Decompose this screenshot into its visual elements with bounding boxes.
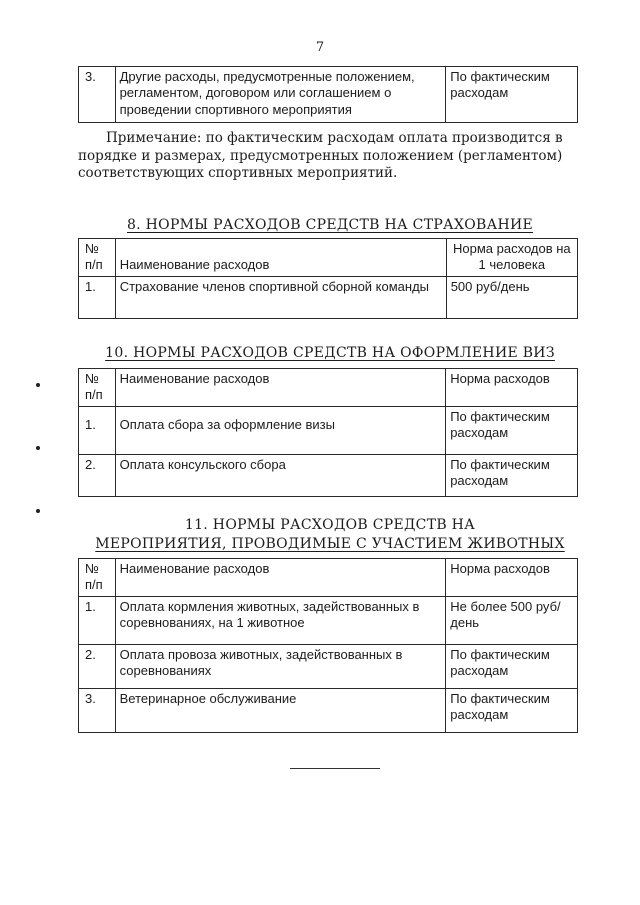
row-number: 2. xyxy=(79,644,116,688)
table-header-row xyxy=(79,559,578,597)
row-number: 1. xyxy=(79,596,116,644)
section-8-title-text: 8. НОРМЫ РАСХОДОВ СРЕДСТВ НА СТРАХОВАНИЕ xyxy=(126,217,534,233)
row-number: 2. xyxy=(79,454,116,496)
insurance-table xyxy=(78,238,578,319)
expense-name: Ветеринарное обслуживание xyxy=(115,688,446,732)
expense-norm: По фактическим расходам xyxy=(446,454,578,496)
row-number: 1. xyxy=(79,276,116,318)
scan-mark xyxy=(36,446,40,450)
note-paragraph xyxy=(78,130,578,183)
continuation-table xyxy=(78,66,578,123)
header-norm: Норма расходов на 1 человека xyxy=(446,239,577,277)
animals-table xyxy=(78,558,578,733)
scan-mark xyxy=(36,383,40,387)
expense-norm: Не более 500 руб/день xyxy=(446,596,578,644)
closing-rule xyxy=(290,768,380,769)
expense-norm: По фактическим расходам xyxy=(446,67,578,123)
note-text: Примечание: по фактическим расходам оплата производится в порядке и размерах, предусмотренных положением (регламентом) соответствующих спортивных мероприятий. xyxy=(78,130,563,182)
header-norm: Норма расходов xyxy=(446,559,578,597)
expense-name: Оплата сбора за оформление визы xyxy=(115,406,446,454)
section-11-title-line2: МЕРОПРИЯТИЯ, ПРОВОДИМЫЕ С УЧАСТИЕМ ЖИВОТНЫХ xyxy=(95,535,565,552)
expense-name: Страхование членов спортивной сборной команды xyxy=(115,276,446,318)
table-row xyxy=(79,454,578,496)
header-name: Наименование расходов xyxy=(115,559,446,597)
table-header-row xyxy=(79,369,578,407)
section-11-title-line1: 11. НОРМЫ РАСХОДОВ СРЕДСТВ НА xyxy=(184,517,476,533)
expense-norm: По фактическим расходам xyxy=(446,688,578,732)
header-name: Наименование расходов xyxy=(115,239,446,277)
expense-name: Оплата консульского сбора xyxy=(115,454,446,496)
row-number: 3. xyxy=(79,67,116,123)
table-header-row xyxy=(79,239,578,277)
row-number: 3. xyxy=(79,688,116,732)
expense-name: Оплата провоза животных, задействованных в соревнованиях xyxy=(115,644,446,688)
expense-norm: По фактическим расходам xyxy=(446,644,578,688)
expense-norm: 500 руб/день xyxy=(446,276,577,318)
table-row xyxy=(79,688,578,732)
table-row xyxy=(79,596,578,644)
expense-name: Оплата кормления животных, задействованных в соревнованиях, на 1 животное xyxy=(115,596,446,644)
table-row xyxy=(79,67,578,123)
row-number: 1. xyxy=(79,406,116,454)
header-num: № п/п xyxy=(79,559,116,597)
section-8-title xyxy=(60,216,600,235)
table-row xyxy=(79,644,578,688)
scan-mark xyxy=(36,509,40,513)
table-row xyxy=(79,276,578,318)
section-10-title xyxy=(60,344,600,363)
header-num: № п/п xyxy=(79,239,116,277)
visa-table xyxy=(78,368,578,497)
expense-name: Другие расходы, предусмотренные положением, регламентом, договором или соглашением о проведении спортивного мероприятия xyxy=(115,67,446,123)
table-row xyxy=(79,406,578,454)
header-name: Наименование расходов xyxy=(115,369,446,407)
page-number: 7 xyxy=(315,40,325,55)
expense-norm: По фактическим расходам xyxy=(446,406,578,454)
header-num: № п/п xyxy=(79,369,116,407)
section-10-title-text: 10. НОРМЫ РАСХОДОВ СРЕДСТВ НА ОФОРМЛЕНИЕ ВИЗ xyxy=(105,345,555,361)
header-norm: Норма расходов xyxy=(446,369,578,407)
section-11-title xyxy=(60,516,600,554)
